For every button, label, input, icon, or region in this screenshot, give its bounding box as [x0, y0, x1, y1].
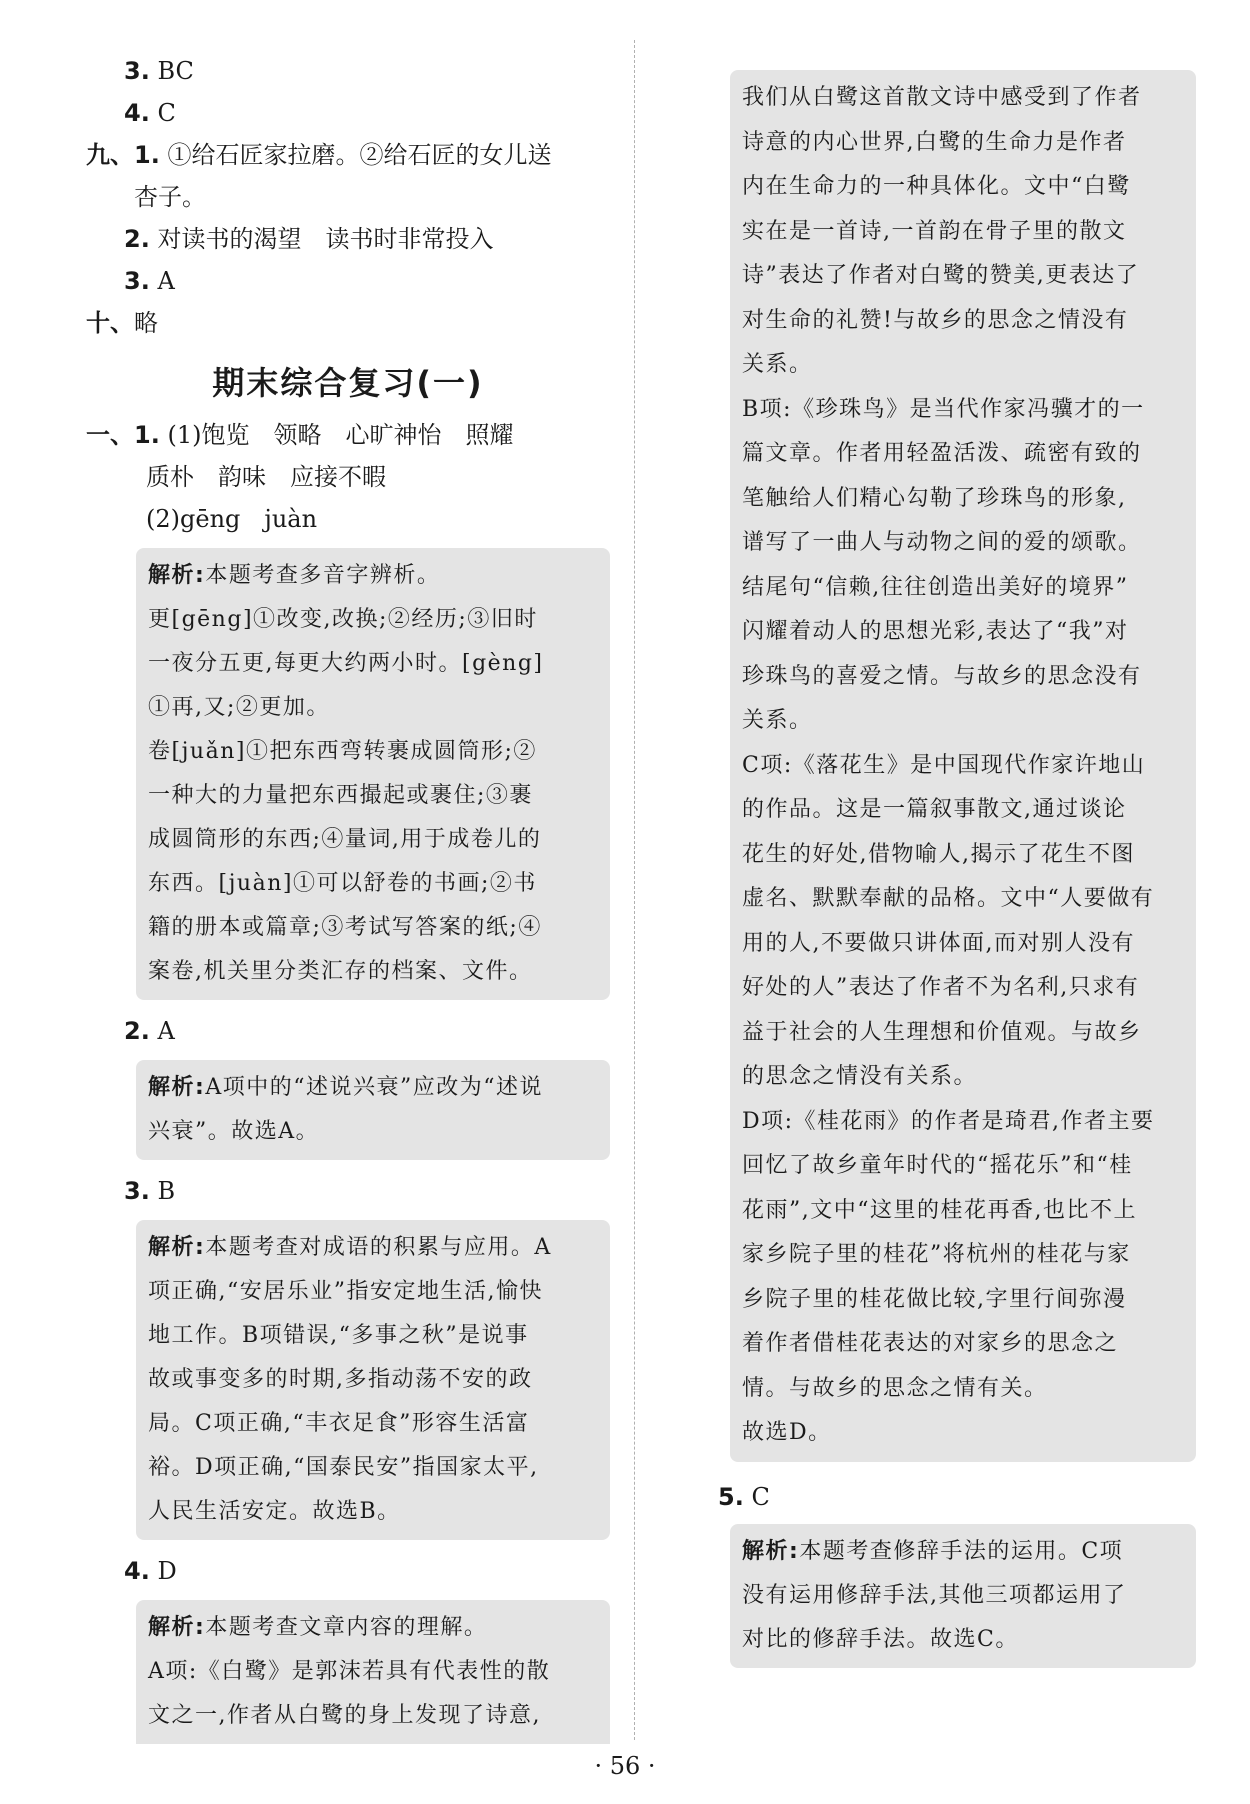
analysis-line: 笔触给人们精心勾勒了珍珠鸟的形象, [742, 485, 1127, 511]
analysis-line: 实在是一首诗,一首韵在骨子里的散文 [742, 218, 1127, 244]
analysis-label: 解析: [148, 1075, 206, 1100]
answer-text: (1)饱览 领略 心旷神怡 照耀 [167, 421, 514, 449]
answer-text: C [751, 1482, 770, 1511]
answer-line [86, 50, 610, 92]
analysis-line: 闪耀着动人的思想光彩,表达了“我”对 [742, 619, 1129, 644]
analysis-line: 项正确,“安居乐业”指安定地生活,愉快 [148, 1279, 543, 1304]
analysis-text: 本题考查多音字辨析。 [205, 563, 441, 588]
analysis-box-1 [136, 548, 610, 1000]
column-divider [634, 40, 635, 1740]
analysis-line: D项:《桂花雨》的作者是琦君,作者主要 [742, 1108, 1155, 1134]
question-number: 5. [718, 1482, 744, 1511]
answer-continuation [86, 498, 610, 540]
answer-text: A [157, 267, 175, 295]
analysis-line: 回忆了故乡童年时代的“摇花乐”和“桂 [742, 1153, 1133, 1178]
analysis-line: 花生的好处,借物喻人,揭示了花生不图 [742, 841, 1135, 867]
analysis-line: 内在生命力的一种具体化。文中“白鹭 [742, 174, 1131, 199]
analysis-line: 花雨”,文中“这里的桂花再香,也比不上 [742, 1197, 1137, 1223]
section-1-q2 [86, 1010, 610, 1052]
analysis-line: 结尾句“信赖,往往创造出美好的境界” [742, 574, 1129, 600]
analysis-line: 好处的人”表达了作者不为名利,只求有 [742, 975, 1140, 1000]
answer-line [86, 92, 610, 134]
analysis-line: 故选D。 [742, 1420, 832, 1445]
section-label: 一、 [86, 421, 134, 449]
page-number: · 56 · [594, 1752, 656, 1780]
analysis-line [148, 554, 598, 598]
analysis-line: 兴衰”。故选A。 [148, 1119, 320, 1144]
analysis-label: 解析: [742, 1538, 800, 1564]
analysis-label: 解析: [148, 1615, 206, 1640]
question-number: 1. [134, 421, 160, 449]
answer-text: 略 [134, 309, 158, 337]
analysis-line: 虚名、默默奉献的品格。文中“人要做有 [742, 886, 1155, 911]
analysis-line: 东西。[juàn]①可以舒卷的书画;②书 [148, 871, 537, 896]
section-10 [86, 302, 610, 344]
analysis-line: 家乡院子里的桂花”将杭州的桂花与家 [742, 1242, 1131, 1267]
analysis-line: 用的人,不要做只讲体面,而对别人没有 [742, 930, 1135, 956]
section-9-q2 [86, 218, 610, 260]
analysis-line: 一种大的力量把东西撮起或裹住;③裹 [148, 783, 533, 808]
question-number: 2. [124, 225, 150, 253]
analysis-line: 篇文章。作者用轻盈活泼、疏密有致的 [742, 441, 1142, 466]
question-number: 3. [124, 1177, 150, 1205]
section-9-q1 [86, 134, 610, 176]
question-number: 2. [124, 1017, 150, 1045]
analysis-line: B项:《珍珠鸟》是当代作家冯骥才的一 [742, 396, 1145, 422]
answer-text: 质朴 韵味 应接不暇 [146, 463, 386, 491]
analysis-line: 故或事变多的时期,多指动荡不安的政 [148, 1367, 533, 1392]
answer-text: C [157, 99, 176, 127]
analysis-line: 文之一,作者从白鹭的身上发现了诗意, [148, 1703, 541, 1728]
answer-continuation [86, 456, 610, 498]
answer-text: 杏子。 [134, 183, 206, 211]
analysis-line: 案卷,机关里分类汇存的档案、文件。 [148, 959, 533, 984]
analysis-line: 诗”表达了作者对白鹭的赞美,更表达了 [742, 263, 1140, 288]
analysis-line: 籍的册本或篇章;③考试写答案的纸;④ [148, 915, 542, 940]
analysis-line: 我们从白鹭这首散文诗中感受到了作者 [742, 85, 1142, 110]
answer-text: D [157, 1557, 177, 1585]
analysis-box-4-part1 [136, 1600, 610, 1744]
analysis-line: 对生命的礼赞!与故乡的思念之情没有 [742, 307, 1129, 333]
question-number: 4. [124, 1557, 150, 1585]
analysis-line: 一夜分五更,每更大约两小时。[gèng] [148, 651, 544, 676]
answer-text: (2)gēng juàn [146, 505, 318, 533]
analysis-line: 的作品。这是一篇叙事散文,通过谈论 [742, 797, 1127, 822]
analysis-line [742, 1530, 1184, 1574]
analysis-text: A项中的“述说兴衰”应改为“述说 [205, 1075, 543, 1100]
question-number: 3. [124, 57, 150, 85]
analysis-line: 益于社会的人生理想和价值观。与故乡 [742, 1019, 1142, 1045]
section-1-q1 [86, 414, 610, 456]
section-1-q5 [718, 1476, 1196, 1518]
analysis-line: 的思念之情没有关系。 [742, 1064, 978, 1089]
analysis-box-2 [136, 1060, 610, 1160]
answer-text: BC [157, 57, 194, 85]
question-number: 3. [124, 267, 150, 295]
analysis-line: 情。与故乡的思念之情有关。 [742, 1375, 1048, 1401]
question-number: 1. [134, 141, 160, 169]
analysis-line: 没有运用修辞手法,其他三项都运用了 [742, 1582, 1127, 1608]
answer-text: 对读书的渴望 读书时非常投入 [157, 225, 494, 253]
answer-continuation [86, 176, 610, 218]
analysis-line: 关系。 [742, 708, 813, 733]
analysis-line: 更[gēng]①改变,改换;②经历;③旧时 [148, 607, 538, 632]
analysis-line: 地工作。B项错误,“多事之秋”是说事 [148, 1323, 529, 1348]
analysis-text: 本题考查文章内容的理解。 [205, 1615, 488, 1640]
analysis-line [148, 1606, 598, 1650]
section-1-q3 [86, 1170, 610, 1212]
analysis-text: 本题考查对成语的积累与应用。A [205, 1235, 552, 1260]
analysis-label: 解析: [148, 563, 206, 588]
question-number: 4. [124, 99, 150, 127]
analysis-line: 成圆筒形的东西;④量词,用于成卷儿的 [148, 827, 542, 852]
analysis-box-4-part2 [730, 70, 1196, 1462]
analysis-line: 裕。D项正确,“国泰民安”指国家太平, [148, 1455, 539, 1480]
analysis-line: 诗意的内心世界,白鹭的生命力是作者 [742, 129, 1127, 155]
analysis-line: 乡院子里的桂花做比较,字里行间弥漫 [742, 1286, 1127, 1312]
answer-text: B [157, 1177, 176, 1205]
analysis-line: ①再,又;②更加。 [148, 695, 330, 720]
analysis-line: 人民生活安定。故选B。 [148, 1499, 401, 1524]
analysis-line: 关系。 [742, 352, 813, 377]
analysis-box-3 [136, 1220, 610, 1540]
analysis-text: 本题考查修辞手法的运用。C项 [799, 1538, 1124, 1564]
analysis-box-5 [730, 1524, 1196, 1668]
analysis-line [148, 1226, 598, 1270]
analysis-label: 解析: [148, 1235, 206, 1260]
analysis-line: 着作者借桂花表达的对家乡的思念之 [742, 1331, 1119, 1356]
analysis-line: 局。C项正确,“丰衣足食”形容生活富 [148, 1411, 530, 1436]
page-heading: 期末综合复习(一) [212, 364, 484, 402]
section-1-q4 [86, 1550, 610, 1592]
analysis-line: C项:《落花生》是中国现代作家许地山 [742, 752, 1146, 778]
right-column [718, 70, 1196, 1668]
analysis-line: 卷[juǎn]①把东西弯转裹成圆筒形;② [148, 739, 537, 764]
answer-text: A [157, 1017, 175, 1045]
analysis-line [148, 1066, 598, 1110]
answer-text: ①给石匠家拉磨。②给石匠的女儿送 [167, 141, 552, 169]
section-label: 十、 [86, 309, 134, 337]
section-label: 九、 [86, 141, 134, 169]
left-column [86, 50, 610, 1744]
analysis-line: 对比的修辞手法。故选C。 [742, 1626, 1019, 1652]
section-9-q3 [86, 260, 610, 302]
analysis-line: 谱写了一曲人与动物之间的爱的颂歌。 [742, 530, 1142, 555]
analysis-line: A项:《白鹭》是郭沫若具有代表性的散 [148, 1659, 551, 1684]
analysis-line: 珍珠鸟的喜爱之情。与故乡的思念没有 [742, 663, 1142, 689]
